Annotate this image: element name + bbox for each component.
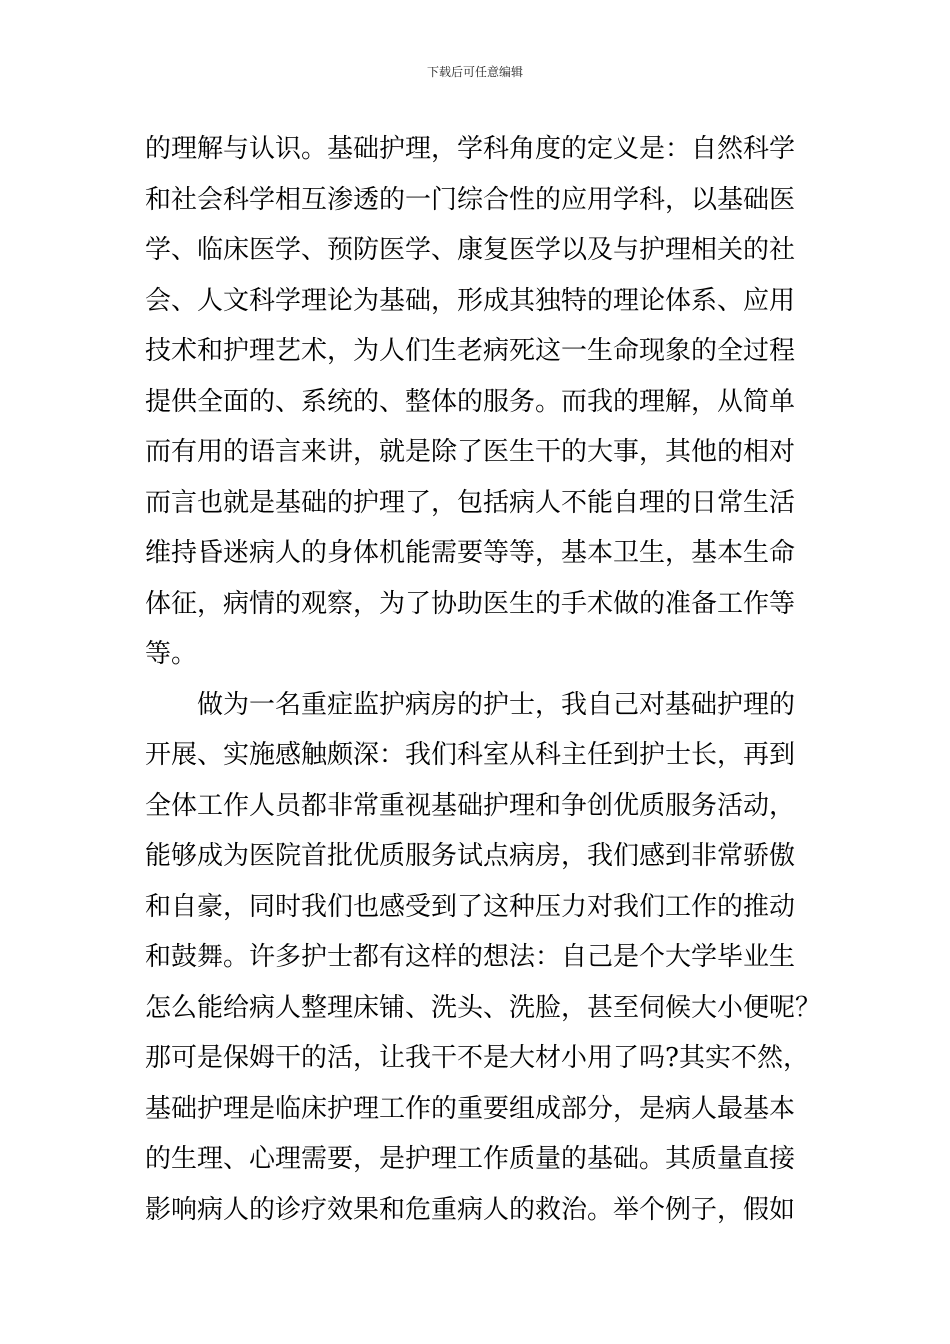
text-line: 基础护理是临床护理工作的重要组成部分，是病人最基本 [145,1093,796,1124]
text-line: 学、临床医学、预防医学、康复医学以及与护理相关的社 [145,235,796,265]
text-line: 而有用的语言来讲，就是除了医生干的大事，其他的相对 [145,437,796,467]
text-line: 等。 [145,639,198,669]
text-line: 影响病人的诊疗效果和危重病人的救治。举个例子，假如 [145,1194,796,1225]
text-line: 提供全面的、系统的、整体的服务。而我的理解，从简单 [145,386,796,417]
text-line: 和自豪，同时我们也感受到了这种压力对我们工作的推动 [145,891,796,922]
paragraph [145,124,810,680]
page-header: 下载后可任意编辑 [426,65,523,79]
text-line: 会、人文科学理论为基础，形成其独特的理论体系、应用 [145,285,796,316]
text-line: 而言也就是基础的护理了，包括病人不能自理的日常生活 [145,487,796,518]
text-line: 那可是保姆干的活，让我干不是大材小用了吗?其实不然， [145,1043,809,1073]
text-line: 和社会科学相互渗透的一门综合性的应用学科，以基础医 [145,184,796,215]
text-line: 能够成为医院首批优质服务试点病房，我们感到非常骄傲 [145,841,796,871]
paragraph [145,680,822,1236]
text-line: 技术和护理艺术，为人们生老病死这一生命现象的全过程 [145,336,796,366]
text-line: 体征，病情的观察，为了协助医生的手术做的准备工作等 [145,588,796,619]
text-line: 的理解与认识。基础护理，学科角度的定义是：自然科学 [145,134,796,164]
text-line: 的生理、心理需要，是护理工作质量的基础。其质量直接 [145,1144,796,1174]
text-line: 和鼓舞。许多护士都有这样的想法：自己是个大学毕业生 [145,942,796,972]
document-body [145,124,822,1235]
text-line: 做为一名重症监护病房的护士，我自己对基础护理的 [197,689,796,720]
text-line: 怎么能给病人整理床铺、洗头、洗脸，甚至伺候大小便呢？ [145,992,822,1023]
text-line: 全体工作人员都非常重视基础护理和争创优质服务活动， [145,790,796,821]
text-line: 开展、实施感触颇深：我们科室从科主任到护士长，再到 [145,740,796,770]
text-line: 维持昏迷病人的身体机能需要等等，基本卫生，基本生命 [145,538,796,568]
